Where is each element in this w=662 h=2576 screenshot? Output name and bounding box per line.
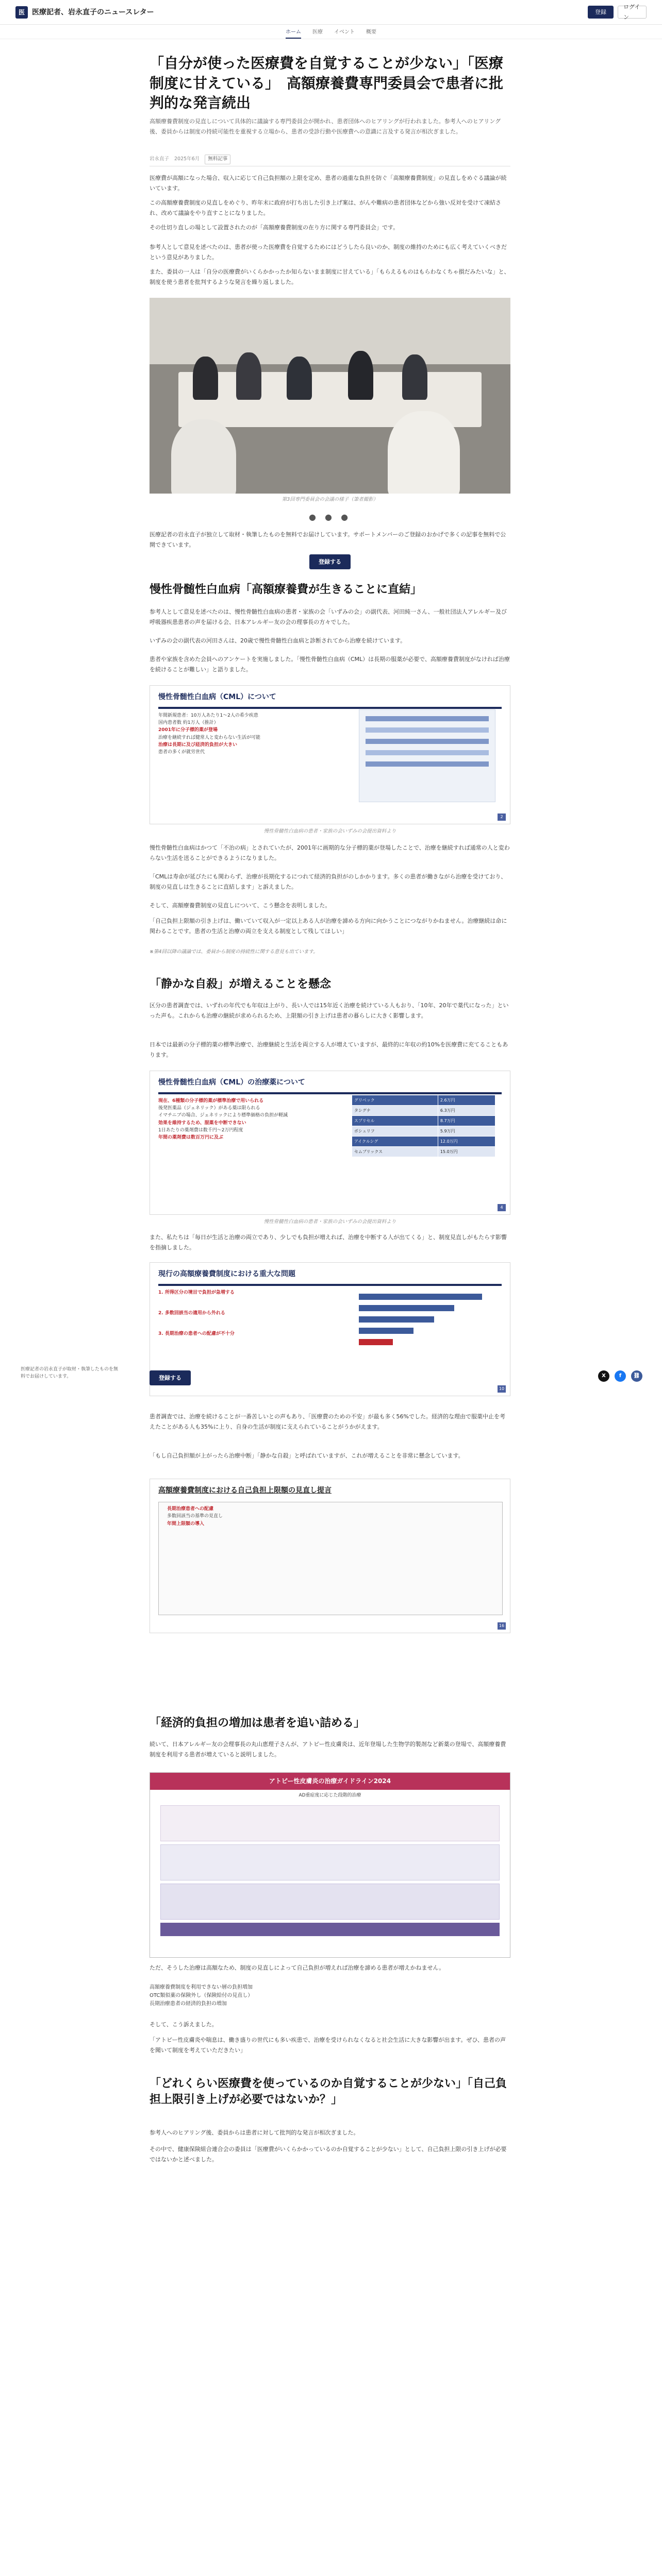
- slide-atopic-guideline: [150, 1772, 510, 1958]
- publish-date: 2025年6月: [174, 156, 200, 162]
- paragraph: 参考人として意見を述べたのは、慢性骨髄性白血病の患者・家族の会「いずみの会」の副代表、河田純一さん、一般社団法人アレルギー及び呼吸器疾患患者の声を届ける会、日本アレルギー友の会の理事長の方々でした。: [150, 608, 507, 625]
- nav-events[interactable]: イベント: [334, 29, 355, 35]
- slide-caption: 慢性骨髄性白血病の患者・家族の会いずみの会提出資料より: [263, 828, 396, 834]
- article-tag: 無料記事: [205, 155, 230, 164]
- slide-title: 現行の高額療養費制度における重大な問題: [158, 1270, 295, 1278]
- slide-bullet: 患者の多くが就労世代: [158, 750, 205, 755]
- slide-bullets: [159, 1502, 502, 1531]
- slide-bullet: イマチニブの場合、ジェネリックにより標準価格の負担が軽減: [158, 1113, 288, 1118]
- top-nav: [0, 25, 662, 39]
- brand[interactable]: [15, 6, 154, 19]
- carousel-dots[interactable]: ● ● ●: [308, 512, 352, 522]
- slide-bullet: 治療を継続すれば健常人と変わらない生活が可能: [158, 735, 261, 740]
- cell: グリベック: [352, 1095, 438, 1106]
- slide-title: アトピー性皮膚炎の治療ガイドライン2024: [150, 1773, 510, 1790]
- site-header: [0, 0, 662, 25]
- cell: ボシュリフ: [352, 1126, 438, 1137]
- cell: アイクルシグ: [352, 1137, 438, 1147]
- support-text: 医療記者の岩永直子が独立して取材・執筆したものを無料でお届けしています。サポートメンバーのご登録のおかげで多くの記事を無料で公開できています。: [150, 531, 506, 548]
- cell: 6.3万円: [438, 1106, 495, 1116]
- site-logo[interactable]: 医: [15, 6, 28, 19]
- slide-page-number: 4: [498, 1204, 506, 1211]
- cell: スプリセル: [352, 1116, 438, 1126]
- slide-caption: 慢性骨髄性白血病の患者・家族の会いずみの会提出資料より: [263, 1219, 396, 1225]
- concern-item: 高額療養費制度を利用できない層の負担増加: [150, 1985, 253, 1990]
- paragraph: 患者や家族を含めた会員へのアンケートを実施しました。「慢性骨髄性白血病（CML）は長期の服薬が必要で、高額療養費制度がなければ治療を続けることが難しい」と語りました。: [150, 656, 510, 673]
- subscribe-button[interactable]: 登録: [588, 6, 614, 19]
- slide-bullets: [150, 1286, 337, 1341]
- slide-title: 慢性骨髄性白血病（CML）の治療薬について: [158, 1078, 305, 1087]
- slide-bullets: [150, 1094, 330, 1145]
- section-heading: 「静かな自殺」が増えることを懸念: [150, 978, 332, 991]
- slide-bullet: 長期治療患者への配慮: [167, 1506, 214, 1512]
- slide-page-number: 2: [498, 814, 506, 821]
- author-name[interactable]: 岩永直子: [150, 156, 170, 162]
- subscribe-inline-button[interactable]: 登録する: [150, 1370, 191, 1385]
- article-title: 「自分が使った医療費を自覚することが少ない」「医療制度に甘えている」 高額療養費専門委員会で患者に批判的な発言続出: [150, 55, 504, 112]
- nav-about[interactable]: 概要: [366, 29, 376, 35]
- paragraph: 「CMLは寿命が延びたにも関わらず、治療が長期化するにつれて経済的負担がのしかかります。多くの患者が働きながら治療を受けており、制度の見直しは生きることに直結します」と訴えました。: [150, 873, 507, 890]
- login-button[interactable]: ログイン: [618, 6, 647, 19]
- support-cta: [150, 554, 510, 569]
- slide-bullet: 年間の薬剤費は数百万円に及ぶ: [158, 1135, 224, 1141]
- paragraph: 慢性骨髄性白血病はかつて「不治の病」とされていたが、2001年に画期的な分子標的薬が登場したことで、治療を継続すれば通常の人と変わらない生活を送ることができるようになりました。: [150, 844, 510, 861]
- note: ※第4回以降の議論では、委員から制度の持続性に関する意見も出ています。: [150, 949, 318, 955]
- x-share-icon[interactable]: X: [598, 1370, 609, 1382]
- concern-list: [150, 1984, 510, 2008]
- slide-subtitle: AD重症度に応じた段階的治療: [299, 1793, 361, 1798]
- paragraph: また、委員の一人は「自分の医療費がいくらかかったか知らないまま制度に甘えている」「もらえるものはもらわなくちゃ損だみたいな」と、制度を使う患者を批判するような発言を繰り返しました。: [150, 268, 510, 285]
- share-bar: [598, 1370, 642, 1382]
- paragraph: そして、こう訴えました。: [150, 2021, 218, 2028]
- paragraph: 日本では最新の分子標的薬の標準治療で、治療継続と生活を両立する人が増えていますが、最終的に年収の約10%を医療費に充てることもあります。: [150, 1041, 508, 1058]
- article-photo: [150, 298, 510, 494]
- paragraph: 区分の患者調査では、いずれの年代でも年収は上がり、長い人では15年近く治療を続けている人もおり、「10年、20年で薬代になった」といった声も。これからも治療の継続が求められるため、上限額の引き上げは患者の暮らしに大きく影響します。: [150, 1002, 509, 1019]
- cell: 2.6万円: [438, 1095, 495, 1106]
- slide-title: 慢性骨髄性白血病（CML）について: [158, 693, 276, 701]
- slide-bar-figure: [359, 1289, 495, 1376]
- cell: 15.0万円: [438, 1147, 495, 1157]
- slide-bullet: 年間上限額の導入: [167, 1521, 205, 1527]
- paragraph: 続いて、日本アレルギー友の会理事長の丸山恵理子さんが、アトピー性皮膚炎は、近年登場した生物学的製剤など新薬の登場で、高額療養費制度を利用する患者が増えていると説明しました。: [150, 1741, 506, 1758]
- slide-current-problems: [150, 1262, 510, 1396]
- nav-medical[interactable]: 医療: [312, 29, 323, 35]
- slide-bullet: 治療は長期に及び経済的負担が大きい: [158, 742, 238, 748]
- slide-bullet: 3. 長期治療の患者への配慮が不十分: [158, 1331, 235, 1337]
- cell: 5.9万円: [438, 1126, 495, 1137]
- paragraph: その中で、健康保険組合連合会の委員は「医療費がいくらかかっているのか自覚することが少ない」として、自己負担上限の引き上げが必要ではないかと述べました。: [150, 2146, 507, 2163]
- slide-cml-overview: [150, 685, 510, 824]
- slide-bullet: 年間新規患者：10万人あたり1〜2人の希少疾患: [158, 713, 258, 718]
- paragraph: ただ、そうした治療は高額なため、制度の見直しによって自己負担が増えれば治療を諦める患者が増えかねません。: [150, 1964, 445, 1971]
- site-title[interactable]: 医療記者、岩永直子のニュースレター: [32, 8, 154, 16]
- drug-price-table: [352, 1095, 495, 1157]
- paragraph: いずみの会の副代表の河田さんは、20歳で慢性骨髄性白血病と診断されてから治療を続けています。: [150, 637, 406, 644]
- section-heading: 「経済的負担の増加は患者を追い詰める」: [150, 1717, 366, 1730]
- slide-page-number: 16: [498, 1622, 506, 1630]
- paragraph: 医療費が高額になった場合、収入に応じて自己負担額の上限を定め、患者の過重な負担を防ぐ「高額療養費制度」の見直しをめぐる議論が続いています。: [150, 175, 507, 192]
- slide-bullet: 現在、6種類の分子標的薬が標準治療で用いられる: [158, 1098, 264, 1104]
- cell: 8.7万円: [438, 1116, 495, 1126]
- article-lead: 高額療養費制度の見直しについて具体的に議論する専門委員会が開かれ、患者団体へのヒアリングが行われました。参考人へのヒアリング後、委員からは制度の持続可能性を重視する立場から、患者の受診行動や医療費への意識に言及する発言が相次ぎました。: [150, 118, 501, 135]
- paragraph: 参考人として意見を述べたのは、患者が使った医療費を自覚するためにはどうしたら良いのか、制度の維持のためにも広く考えていくべきだという意見がありました。: [150, 244, 507, 261]
- slide-proposal: [150, 1479, 510, 1633]
- slide-cml-drugs: [150, 1071, 510, 1215]
- subscribe-cta-button[interactable]: 登録する: [309, 554, 351, 569]
- slide-bullet: 2. 多数回該当の適用から外れる: [158, 1310, 225, 1316]
- slide-bullet: 後発医薬品（ジェネリック）がある薬は限られる: [158, 1105, 260, 1111]
- slide-bullet: 1. 所得区分の境目で負担が急増する: [158, 1290, 235, 1295]
- paragraph: また、私たちは「毎日が生活と治療の両立であり、少しでも負担が増えれば、治療を中断する人が出てくる」と、制度見直しがもたらす影響を指摘しました。: [150, 1234, 507, 1251]
- link-share-icon[interactable]: ⛓: [631, 1370, 642, 1382]
- concern-item: 長期治療患者の経済的負担の増加: [150, 2001, 227, 2007]
- photo-caption: 第3回専門委員会の会議の様子（筆者撮影）: [282, 497, 378, 502]
- facebook-share-icon[interactable]: f: [615, 1370, 626, 1382]
- cell: 12.0万円: [438, 1137, 495, 1147]
- paragraph: そして、高額療養費制度の見直しについて、こう懸念を表明しました。: [150, 902, 331, 909]
- slide-title: 高額療養費制度における自己負担上限額の見直し提言: [158, 1486, 332, 1495]
- cell: タシグナ: [352, 1106, 438, 1116]
- paragraph: 患者調査では、治療を続けることが一番苦しいとの声もあり、「医療費のための不安」が最も多く56%でした。経済的な理由で服薬中止を考えたことがある人も35%に上り、自身の生活が制度に支えられていることがうかがえます。: [150, 1413, 505, 1430]
- share-support-text: 医療記者の岩永直子が取材・執筆したものを無料でお届けしています。: [21, 1367, 119, 1379]
- paragraph: 「自己負担上限額の引き上げは、働いていて収入が一定以上ある人が治療を諦める方向に向かうことにつながりかねません。治療継続は命に関わることです。患者の生活と治療の両立を支える制度として残してほしい」: [150, 918, 507, 935]
- paragraph: この高額療養費制度の見直しをめぐり、昨年末に政府が打ち出した引き上げ案は、がんや難病の患者団体などから強い反対を受けて凍結され、改めて議論をやり直すことになりました。: [150, 199, 501, 216]
- section-heading: 「どれくらい医療費を使っているのか自覚することが少ない」「自己負担上限引き上げが必要ではないか？」: [150, 2077, 507, 2106]
- nav-home[interactable]: ホーム: [286, 28, 301, 39]
- paragraph: 「アトピー性皮膚炎や喘息は、働き盛りの世代にも多い疾患で、治療を受けられなくなると社会生活に大きな影響が出ます。ぜひ、患者の声を聞いて制度を考えていただきたい」: [150, 2037, 506, 2054]
- slide-bullet: 2001年に分子標的薬が登場: [158, 727, 218, 733]
- slide-bullet: 国内患者数 約1万人（推計）: [158, 720, 219, 725]
- paragraph: 参考人へのヒアリング後、委員からは患者に対して批判的な発言が相次ぎました。: [150, 2129, 359, 2136]
- slide-bullets: [150, 709, 337, 759]
- paragraph: 「もし自己負担額が上がったら治療中断」「静かな自殺」と呼ばれていますが、これが増えることを非常に懸念しています。: [150, 1452, 464, 1459]
- slide-bullet: 1日あたりの薬剤費は数千円〜2万円程度: [158, 1128, 243, 1133]
- slide-page-number: 10: [498, 1385, 506, 1393]
- concern-item: OTC類似薬の保険外し（保険給付の見直し）: [150, 1993, 253, 1998]
- article-meta: [150, 155, 510, 164]
- slide-figure: [359, 709, 495, 802]
- slide-body-box: [158, 1502, 503, 1615]
- section-heading: 慢性骨髄性白血病「高額療養費が生きることに直結」: [150, 583, 422, 596]
- slide-bullet: 効果を維持するため、服薬を中断できない: [158, 1120, 246, 1126]
- slide-bullet: 多数回該当の基準の見直し: [167, 1514, 223, 1519]
- paragraph: その仕切り直しの場として設置されたのが「高額療養費制度の在り方に関する専門委員会」です。: [150, 224, 399, 231]
- cell: セムブリックス: [352, 1147, 438, 1157]
